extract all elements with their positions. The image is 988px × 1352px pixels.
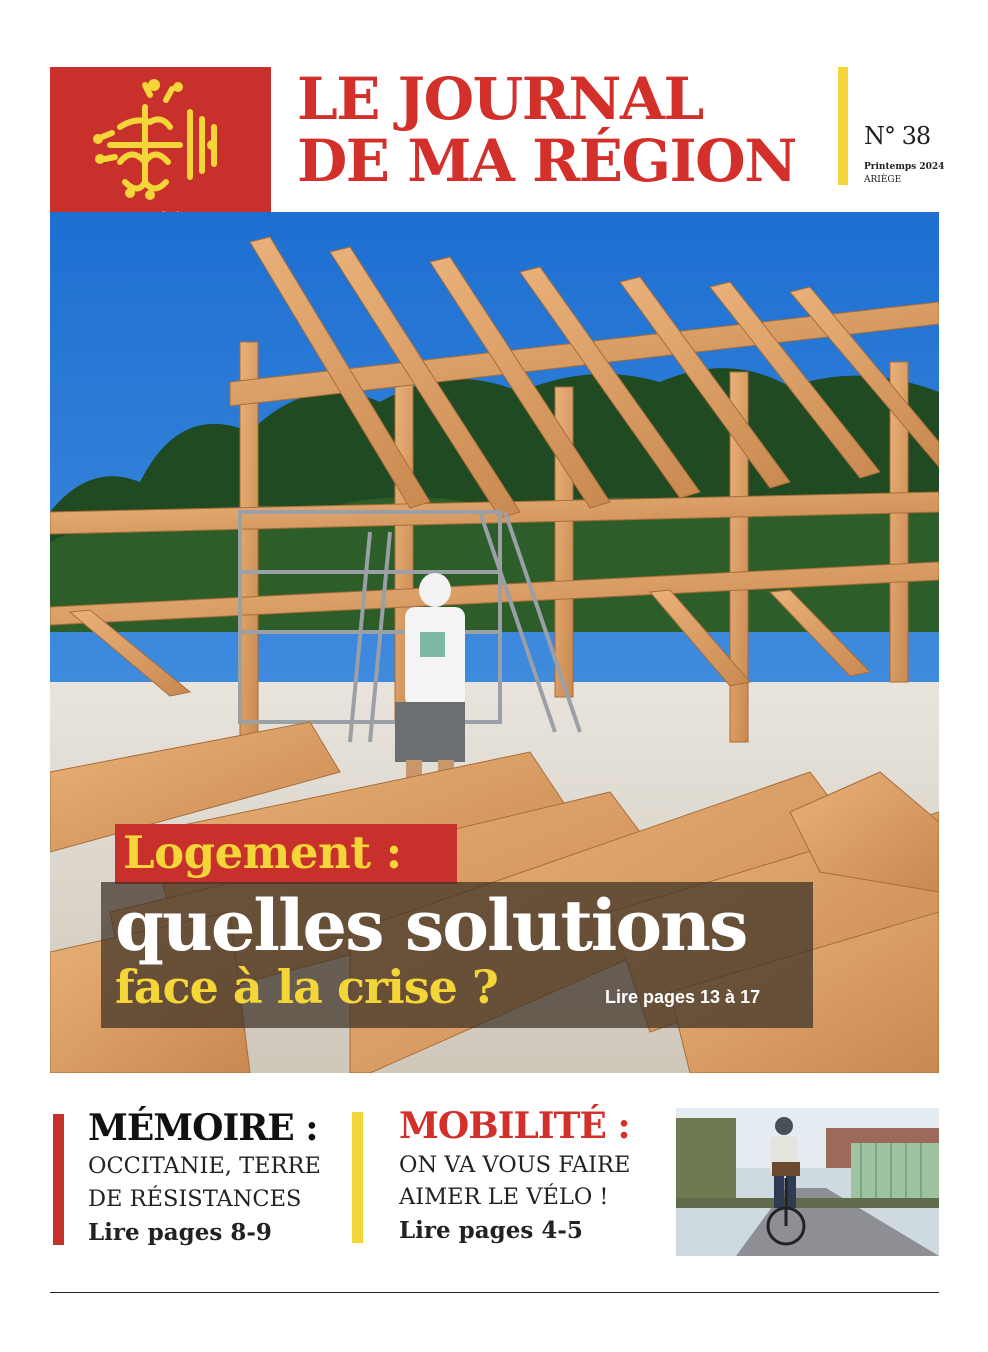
teaser-photo-cyclist: [676, 1108, 939, 1256]
teaser-mobilite-heading: MOBILITÉ :: [399, 1105, 630, 1147]
issue-number: N° 38: [864, 122, 931, 150]
teaser-memoire-line2: DE RÉSISTANCES: [88, 1186, 302, 1212]
issue-department: ARIÈGE: [864, 175, 902, 185]
masthead-title-line1: LE JOURNAL: [297, 65, 703, 133]
headline-kicker: Logement :: [123, 826, 402, 879]
teaser-memoire-accent-bar: [53, 1114, 64, 1245]
headline-sub: face à la crise ?: [115, 960, 498, 1014]
teaser-mobilite-line1: ON VA VOUS FAIRE: [399, 1152, 631, 1178]
headline-read-more[interactable]: Lire pages 13 à 17: [605, 987, 761, 1007]
teaser-memoire-heading: MÉMOIRE :: [88, 1107, 318, 1149]
teaser-mobilite-line2: AIMER LE VÉLO !: [399, 1184, 609, 1210]
issue-season: Printemps 2024: [864, 162, 945, 172]
masthead-title-line2: DE MA RÉGION: [297, 127, 796, 195]
teaser-memoire-line1: OCCITANIE, TERRE: [88, 1153, 321, 1179]
footer-rule: [50, 1292, 939, 1293]
teaser-mobilite-read-more[interactable]: Lire pages 4-5: [399, 1217, 583, 1244]
teaser-mobilite-accent-bar: [352, 1112, 363, 1243]
headline-main: quelles solutions: [115, 884, 747, 967]
teaser-memoire-read-more[interactable]: Lire pages 8-9: [88, 1219, 272, 1246]
issue-accent-bar: [838, 67, 848, 185]
